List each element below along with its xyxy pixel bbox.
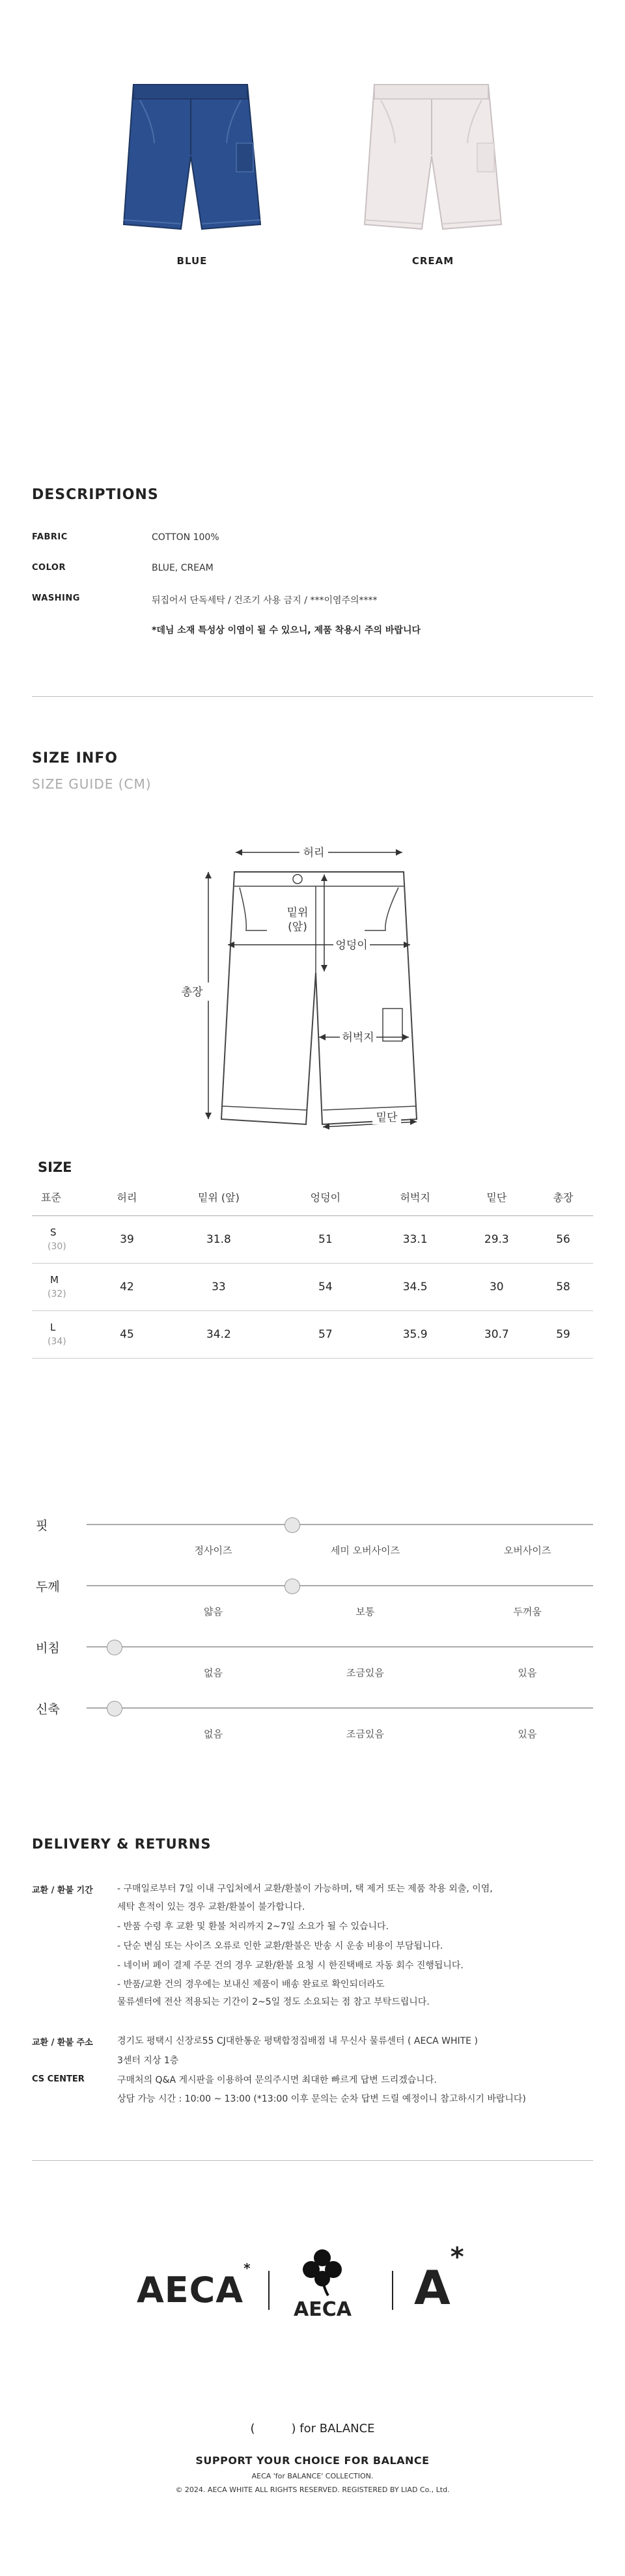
product-label-blue: BLUE (176, 255, 208, 267)
size-value: 34.2 (157, 1310, 281, 1358)
cs-line: 상담 가능 시간 : 10:00 ~ 13:00 (*13:00 이후 문의는 순차 답변 드릴 예정이니 참고하시기 바랍니다) (117, 2094, 526, 2104)
size-value: 34.5 (370, 1263, 460, 1310)
scale-sheerness (32, 1638, 593, 1684)
aeca-logo-small: AECA (294, 2298, 352, 2321)
diagram-label-waist: 허리 (303, 847, 325, 860)
scale-fit (32, 1516, 593, 1562)
scale-stretch (32, 1700, 593, 1745)
aeca-logo-mark: * (243, 2260, 251, 2276)
scale-title: 신축 (36, 1702, 60, 1716)
size-diagram (163, 833, 462, 1139)
scale-line (87, 1524, 593, 1525)
size-cell (32, 1310, 97, 1358)
scale-line (87, 1707, 593, 1709)
exchange-line: - 네이버 페이 결제 주문 건의 경우 교환/환불 요청 시 한진택배로 자동 회수 진행됩니다. (117, 1960, 464, 1971)
scale-option: 없음 (204, 1667, 223, 1679)
divider (32, 696, 593, 697)
size-value: 45 (97, 1310, 157, 1358)
logo-separator (268, 2271, 270, 2310)
size-value: 39 (97, 1215, 157, 1263)
paren-right: ) (291, 2422, 296, 2435)
diagram-label-hem: 밑단 (376, 1111, 398, 1124)
cs-center-key: CS CENTER (32, 2074, 85, 2084)
exchange-line: - 단순 변심 또는 사이즈 오류로 인한 교환/환불은 반송 시 운송 비용이 부담됩니다. (117, 1941, 443, 1951)
desc-value: 뒤집어서 단독세탁 / 건조기 사용 금지 / ***이염주의**** (152, 595, 378, 606)
paren-left: ( (250, 2422, 255, 2435)
scale-option: 없음 (204, 1728, 223, 1740)
a-logo-text: A (414, 2260, 451, 2315)
scale-option: 두꺼움 (513, 1606, 542, 1618)
for-balance-tagline (0, 2422, 625, 2435)
exchange-line: - 반품/교환 건의 경우에는 보내신 제품이 배송 완료로 확인되더라도 (117, 1979, 385, 1990)
exchange-line: - 반품 수령 후 교환 및 환불 처리까지 2~7일 소요가 될 수 있습니다. (117, 1921, 389, 1932)
clover-icon (299, 2246, 345, 2298)
size-value: 29.3 (460, 1215, 534, 1263)
desc-value: BLUE, CREAM (152, 563, 214, 573)
exchange-line: 물류센터에 전산 적용되는 기간이 2~5일 정도 소요되는 점 참고 부탁드립니다. (117, 1997, 430, 2007)
scale-option: 정사이즈 (194, 1545, 232, 1556)
size-value: 57 (281, 1310, 370, 1358)
scale-indicator (285, 1579, 300, 1594)
size-label: M (50, 1273, 59, 1286)
table-row (32, 1263, 593, 1310)
address-line: 3센터 지상 1층 (117, 2055, 179, 2066)
scale-option: 조금있음 (346, 1667, 384, 1679)
size-value: 42 (97, 1263, 157, 1310)
product-blue (107, 78, 277, 267)
size-col-header: 밑단 (460, 1179, 534, 1215)
size-cell (32, 1215, 97, 1263)
size-col-header: 총장 (533, 1179, 593, 1215)
scale-option: 얇음 (204, 1606, 223, 1618)
size-value: 51 (281, 1215, 370, 1263)
a-logo (414, 2242, 464, 2315)
size-value: 54 (281, 1263, 370, 1310)
a-logo-mark: * (450, 2242, 464, 2272)
scale-option: 오버사이즈 (503, 1545, 551, 1556)
for-balance-text: for BALANCE (299, 2422, 375, 2435)
table-row (32, 1310, 593, 1358)
support-slogan: SUPPORT YOUR CHOICE FOR BALANCE (195, 2454, 430, 2467)
blue-shorts-image (114, 78, 270, 241)
desc-key: FABRIC (32, 532, 68, 542)
product-colors (0, 78, 625, 338)
scale-indicator (107, 1701, 122, 1716)
diagram-label-thigh: 허벅지 (342, 1031, 374, 1044)
scale-option: 보통 (355, 1606, 375, 1618)
scale-indicator (107, 1640, 122, 1655)
size-info-title: SIZE INFO (32, 750, 118, 766)
desc-value: COTTON 100% (152, 532, 219, 543)
scale-indicator (285, 1517, 300, 1533)
size-value: 30.7 (460, 1310, 534, 1358)
scale-line (87, 1646, 593, 1647)
scale-thickness (32, 1577, 593, 1623)
desc-key: COLOR (32, 563, 66, 573)
scale-option: 세미 오버사이즈 (330, 1545, 400, 1556)
size-value: 31.8 (157, 1215, 281, 1263)
brand-logos (0, 2232, 625, 2329)
exchange-line: 세탁 흔적이 있는 경우 교환/환불이 불가합니다. (117, 1902, 305, 1912)
scale-title: 핏 (36, 1519, 48, 1533)
collection-text: AECA 'for BALANCE' COLLECTION. (251, 2472, 374, 2480)
exchange-address-key: 교환 / 환불 주소 (32, 2038, 93, 2048)
scale-option: 있음 (518, 1728, 537, 1740)
size-label: L (50, 1321, 56, 1333)
size-value: 33 (157, 1263, 281, 1310)
size-guide-subtitle: SIZE GUIDE (CM) (32, 776, 152, 792)
size-col-header: 밑위 (앞) (157, 1179, 281, 1215)
scale-title: 두께 (36, 1580, 60, 1594)
size-table (32, 1179, 593, 1359)
exchange-period-key: 교환 / 환불 기간 (32, 1886, 93, 1895)
table-row (32, 1215, 593, 1263)
scale-title: 비침 (36, 1641, 60, 1655)
size-std: (32) (48, 1288, 66, 1299)
size-value: 56 (533, 1215, 593, 1263)
address-line: 경기도 평택시 신장로55 CJ대한통운 평택합정집배점 내 무신사 물류센터 ( AECA WHITE ) (117, 2036, 478, 2046)
copyright-text: © 2024. AECA WHITE ALL RIGHTS RESERVED. REGISTERED BY LIAD Co., Ltd. (175, 2486, 450, 2494)
diagram-label-hip: 엉덩이 (335, 939, 368, 952)
scale-line (87, 1585, 593, 1586)
size-std: (30) (48, 1241, 66, 1252)
size-label: S (50, 1226, 57, 1238)
size-col-header: 엉덩이 (281, 1179, 370, 1215)
desc-note: *데님 소재 특성상 이염이 될 수 있으니, 제품 착용시 주의 바랍니다 (152, 625, 421, 636)
delivery-title: DELIVERY & RETURNS (32, 1836, 212, 1852)
size-table-header-row (32, 1179, 593, 1215)
cs-line: 구매처의 Q&A 게시판을 이용하여 문의주시면 최대한 빠르게 답변 드리겠습니다. (117, 2075, 437, 2085)
diagram-label-rise: 밑위 (286, 906, 309, 919)
size-value: 35.9 (370, 1310, 460, 1358)
exchange-line: - 구매일로부터 7일 이내 구입처에서 교환/환불이 가능하며, 택 제거 또는 제품 착용 외출, 이염, (117, 1884, 493, 1894)
size-value: 58 (533, 1263, 593, 1310)
size-table-heading: SIZE (38, 1159, 72, 1175)
size-col-header: 허벅지 (370, 1179, 460, 1215)
size-col-header: 표준 (32, 1179, 97, 1215)
scale-option: 조금있음 (346, 1728, 384, 1740)
descriptions-title: DESCRIPTIONS (32, 487, 159, 503)
desc-key: WASHING (32, 593, 80, 603)
product-cream (348, 78, 518, 267)
size-value: 30 (460, 1263, 534, 1310)
size-col-header: 허리 (97, 1179, 157, 1215)
diagram-label-rise-sub: (앞) (288, 921, 307, 934)
size-cell (32, 1263, 97, 1310)
size-value: 59 (533, 1310, 593, 1358)
product-label-cream: CREAM (411, 255, 454, 267)
size-value: 33.1 (370, 1215, 460, 1263)
cream-shorts-image (355, 78, 511, 241)
divider (32, 2160, 593, 2161)
aeca-logo (137, 2260, 251, 2311)
aeca-logo-text: AECA (137, 2270, 244, 2311)
size-std: (34) (48, 1336, 66, 1347)
scale-option: 있음 (518, 1667, 537, 1679)
logo-separator (392, 2271, 393, 2310)
diagram-label-length: 총장 (181, 986, 203, 999)
